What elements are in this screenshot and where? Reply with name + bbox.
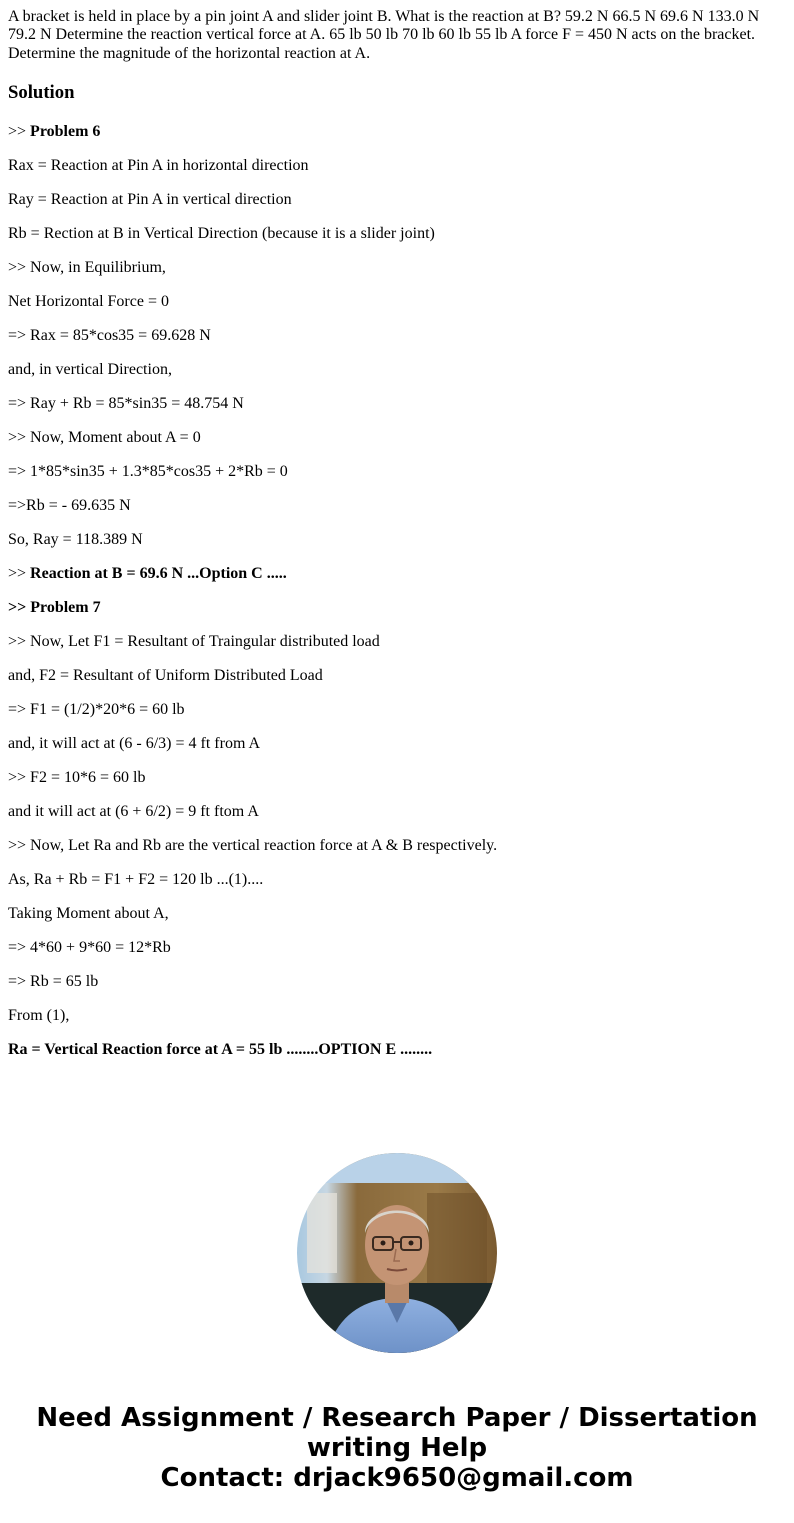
solution-line: So, Ray = 118.389 N	[8, 531, 143, 549]
solution-line: and, it will act at (6 - 6/3) = 4 ft from A	[8, 735, 261, 753]
solution-line: and, in vertical Direction,	[8, 361, 172, 379]
solution-line: => 4*60 + 9*60 = 12*Rb	[8, 939, 171, 957]
banner-line: Need Assignment / Research Paper / Dissertation	[36, 1403, 758, 1433]
line-text: Reaction at B = 69.6 N ...Option C .....	[30, 565, 287, 583]
contact-email: Contact: drjack9650@gmail.com	[160, 1463, 634, 1493]
banner-line: writing Help	[306, 1433, 488, 1463]
author-avatar	[297, 1153, 497, 1353]
problem-7-answer: Ra = Vertical Reaction force at A = 55 lb ........OPTION E ........	[8, 1041, 433, 1059]
solution-line: => 1*85*sin35 + 1.3*85*cos35 + 2*Rb = 0	[8, 463, 288, 481]
problem-7-heading: >> Problem 7	[8, 599, 101, 617]
solution-line: Ray = Reaction at Pin A in vertical direction	[8, 191, 292, 209]
solution-line: >> F2 = 10*6 = 60 lb	[8, 769, 146, 787]
question-text: A bracket is held in place by a pin joint A and slider joint B. What is the reaction at B? 59.2 N 66.5 N 69.6 N 133.0 N 79.2 N Determine the reaction vertical force at A. 65 lb 50 lb 70 lb 60 lb 55 lb A force F = 450 N acts on the bracket. Determine the magnitude of the horizontal reaction at A.	[8, 8, 760, 62]
solution-line: From (1),	[8, 1007, 70, 1025]
solution-line: and, F2 = Resultant of Uniform Distributed Load	[8, 667, 323, 685]
solution-line: Net Horizontal Force = 0	[8, 293, 169, 311]
contact-banner	[0, 1403, 794, 1493]
problem-6-answer	[8, 565, 786, 583]
solution-heading: Solution	[8, 82, 75, 104]
document-body	[8, 0, 786, 1059]
solution-line: Rax = Reaction at Pin A in horizontal direction	[8, 157, 309, 175]
solution-line: >> Now, Let Ra and Rb are the vertical reaction force at A & B respectively.	[8, 837, 498, 855]
solution-line: >> Now, Let F1 = Resultant of Traingular distributed load	[8, 633, 380, 651]
author-photo-illustration	[297, 1153, 497, 1353]
solution-line: => Ray + Rb = 85*sin35 = 48.754 N	[8, 395, 244, 413]
line-prefix: >>	[8, 123, 31, 141]
problem-6-heading	[8, 123, 786, 141]
solution-line: >> Now, Moment about A = 0	[8, 429, 201, 447]
solution-line: Rb = Rection at B in Vertical Direction (because it is a slider joint)	[8, 225, 435, 243]
solution-line: => Rax = 85*cos35 = 69.628 N	[8, 327, 211, 345]
solution-line: Taking Moment about A,	[8, 905, 169, 923]
solution-line: >> Now, in Equilibrium,	[8, 259, 166, 277]
solution-line: =>Rb = - 69.635 N	[8, 497, 131, 515]
line-text: Problem 6	[30, 123, 101, 141]
solution-line: and it will act at (6 + 6/2) = 9 ft ftom A	[8, 803, 259, 821]
solution-line: As, Ra + Rb = F1 + F2 = 120 lb ...(1)....	[8, 871, 264, 889]
solution-line: => F1 = (1/2)*20*6 = 60 lb	[8, 701, 185, 719]
solution-line: => Rb = 65 lb	[8, 973, 99, 991]
line-prefix: >>	[8, 565, 31, 583]
